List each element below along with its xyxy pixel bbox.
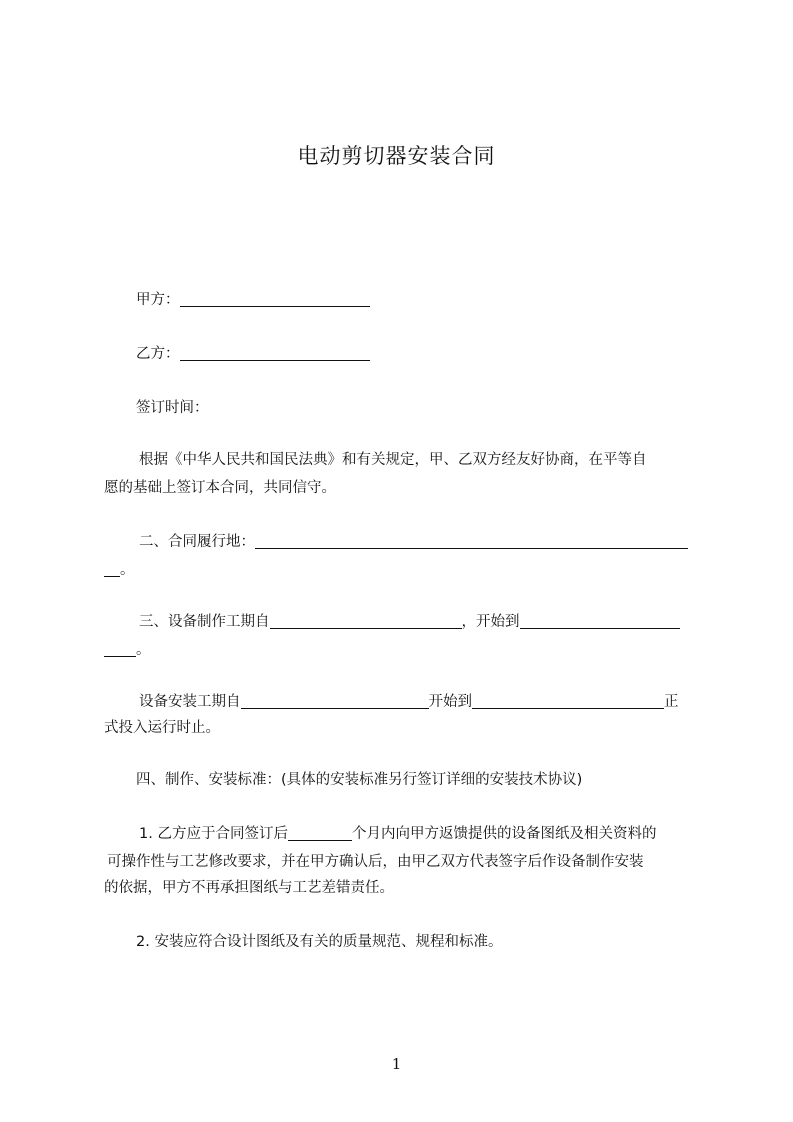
section2-tail: 。 <box>120 562 135 578</box>
item1-line-3: 的依据，甲方不再承担图纸与工艺差错责任。 <box>104 880 394 896</box>
signing-time-label: 签订时间： <box>136 400 209 416</box>
item2-line: 2. 安装应符合设计图纸及有关的质量规范、规程和标准。 <box>136 934 503 950</box>
party-a-line <box>136 286 732 314</box>
party-b-label: 乙方： <box>136 346 180 362</box>
section3-label: 三、设备制作工期自 <box>139 614 270 630</box>
performance-place-blank-cont[interactable] <box>104 560 120 577</box>
section3-line-2 <box>104 636 700 664</box>
performance-place-blank[interactable] <box>255 532 688 549</box>
install-period-line <box>139 688 735 716</box>
signing-time-line <box>136 394 732 422</box>
install-start-blank[interactable] <box>241 692 429 709</box>
install-end-blank[interactable] <box>472 692 664 709</box>
manufacture-end-blank-cont[interactable] <box>104 640 136 657</box>
item1-line-1 <box>139 820 735 848</box>
feedback-months-blank[interactable] <box>288 824 352 841</box>
party-a-blank[interactable] <box>180 290 370 307</box>
section2-line-2 <box>104 556 700 584</box>
page-number: 1 <box>391 1055 402 1073</box>
install-end-char: 正 <box>664 694 679 710</box>
party-a-label: 甲方： <box>136 292 180 308</box>
item1-line-2: 可操作性与工艺修改要求，并在甲方确认后，由甲乙双方代表签字后作设备制作安装 <box>107 854 644 870</box>
party-b-blank[interactable] <box>180 344 370 361</box>
section3-tail: 。 <box>136 642 151 658</box>
install-period-line-2: 式投入运行时止。 <box>104 720 220 736</box>
item1-rest: 个月内向甲方返馈提供的设备图纸及相关资料的 <box>351 826 657 842</box>
section3-line <box>139 608 735 636</box>
manufacture-end-blank[interactable] <box>520 612 680 629</box>
item1-start: 1. 乙方应于合同签订后 <box>139 826 288 842</box>
section2-label: 二、合同履行地： <box>139 534 255 550</box>
section4-heading: 四、制作、安装标准：(具体的安装标准另行签订详细的安装技术协议) <box>136 772 583 788</box>
manufacture-start-blank[interactable] <box>270 612 462 629</box>
section2-line <box>139 528 735 556</box>
install-label: 设备安装工期自 <box>139 694 241 710</box>
install-mid: 开始到 <box>428 694 472 710</box>
preamble-line-2: 愿的基础上签订本合同，共同信守。 <box>104 480 336 496</box>
section3-mid: ，开始到 <box>461 614 520 630</box>
document-title: 电动剪切器安装合同 <box>297 144 496 168</box>
party-b-line <box>136 340 732 368</box>
preamble-line-1: 根据《中华人民共和国民法典》和有关规定，甲、乙双方经友好协商，在平等自 <box>139 452 647 468</box>
